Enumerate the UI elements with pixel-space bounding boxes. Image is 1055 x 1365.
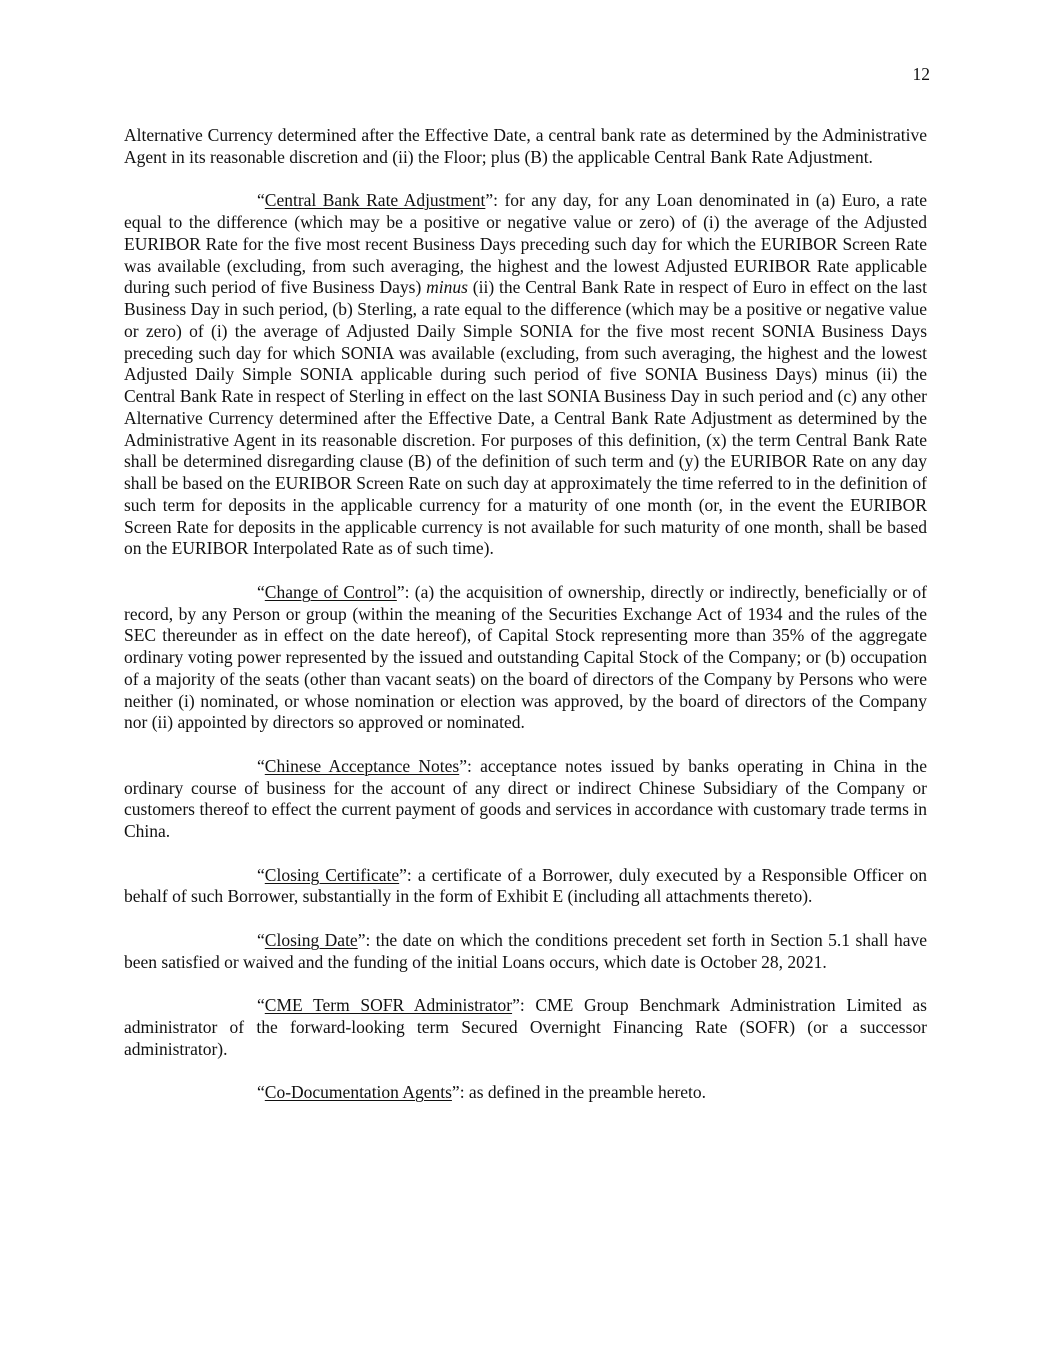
open-quote: “ [257,995,265,1015]
definition-text-continued: (ii) the Central Bank Rate in respect of Euro in effect on the last Business Day in such period, (b) Sterling, a rate equal to the difference (which may be a positive or negative value or zero) of (i) the average of Adjusted Daily Simple SONIA for the five most recent SONIA Business Days preceding such day for which SONIA was available (excluding, from such averaging, the highest and the lowest Adjusted Daily Simple SONIA applicable during such period of five SONIA Business Days) minus (ii) the Central Bank Rate in respect of Sterling in effect on the last SONIA Business Day in such period and (c) any other Alternative Currency determined after the Effective Date, a Central Bank Rate Adjustment as determined by the Administrative Agent in its reasonable discretion. For purposes of this definition, (x) the term Central Bank Rate shall be determined disregarding clause (B) of the definition of such term and (y) the EURIBOR Rate on any day shall be based on the EURIBOR Screen Rate on such day at approximately the time referred to in the definition of such term for deposits in the applicable currency for a maturity of one month (or, in the event the EURIBOR Screen Rate for deposits in the applicable currency is not available for such maturity of one month, shall be based on the EURIBOR Interpolated Rate as of such time). [124,277,927,559]
open-quote: “ [257,864,265,885]
definition-central-bank-rate-adjustment [124,190,927,560]
defined-term: Co-Documentation Agents [264,1082,452,1102]
open-quote: “ [257,581,265,602]
defined-term: Closing Certificate [264,864,400,885]
definition-text: ”: a certificate of a Borrower, duly executed by a Responsible Officer on behalf of such Borrower, substantially in the form of Exhibit E (including all attachments thereto). [124,864,927,907]
definition-text: ”: acceptance notes issued by banks operating in China in the ordinary course of business for the account of any direct or indirect Chinese Subsidiary of the Company or customers thereof to effect the current payment of goods and services in accordance with customary trade terms in China. [124,755,927,841]
definition-text: ”: the date on which the conditions precedent set forth in Section 5.1 shall have been satisfied or waived and the funding of the initial Loans occurs, which date is October 28, 2021. [124,929,928,972]
definition-text: ”: for any day, for any Loan denominated in (a) Euro, a rate equal to the difference (which may be a positive or negative value or zero) of (i) the average of the Adjusted EURIBOR Rate for the five most recent Business Days preceding such day for which the EURIBOR Screen Rate was available (excluding, from such averaging, the highest and the lowest Adjusted EURIBOR Rate applicable during such period of five Business Days) [124,190,928,298]
definition-chinese-acceptance-notes [124,756,927,843]
definition-closing-date [124,930,927,974]
definition-text: ”: (a) the acquisition of ownership, directly or indirectly, beneficially or of record, by any Person or group (within the meaning of the Securities Exchange Act of 1934 and the rules of the SEC thereunder as in effect on the date hereof), of Capital Stock representing more than 35% of the aggregate ordinary voting power represented by the issued and outstanding Capital Stock of the Company; or (b) occupation of a majority of the seats (other than vacant seats) on the board of directors of the Company by Persons who were neither (i) nominated, or whose nomination or election was approved, by the board of directors of the Company nor (ii) appointed by directors so approved or nominated. [124,581,927,733]
open-quote: “ [257,755,265,776]
defined-term: Chinese Acceptance Notes [264,755,460,776]
defined-term: Central Bank Rate Adjustment [264,190,486,211]
defined-term: Change of Control [264,581,397,602]
open-quote: “ [257,1082,265,1102]
definition-co-documentation-agents [124,1082,927,1104]
definition-cme-term-sofr-administrator [124,995,927,1060]
definition-text: ”: CME Group Benchmark Administration Limited as administrator of the forward-looking term Secured Overnight Financing Rate (SOFR) (or a successor administrator). [124,995,927,1059]
defined-term: CME Term SOFR Administrator [264,995,513,1015]
definition-closing-certificate [124,865,927,909]
open-quote: “ [257,190,265,211]
emphasis-minus: minus [426,277,468,298]
page-number: 12 [912,64,930,84]
defined-term: Closing Date [264,929,358,950]
definition-change-of-control [124,582,927,734]
definition-text: ”: as defined in the preamble hereto. [451,1082,707,1102]
open-quote: “ [257,929,265,950]
document-body [124,125,927,1126]
continuation-paragraph: Alternative Currency determined after the Effective Date, a central bank rate as determined by the Administrative Agent in its reasonable discretion and (ii) the Floor; plus (B) the applicable Central Bank Rate Adjustment. [124,125,927,167]
